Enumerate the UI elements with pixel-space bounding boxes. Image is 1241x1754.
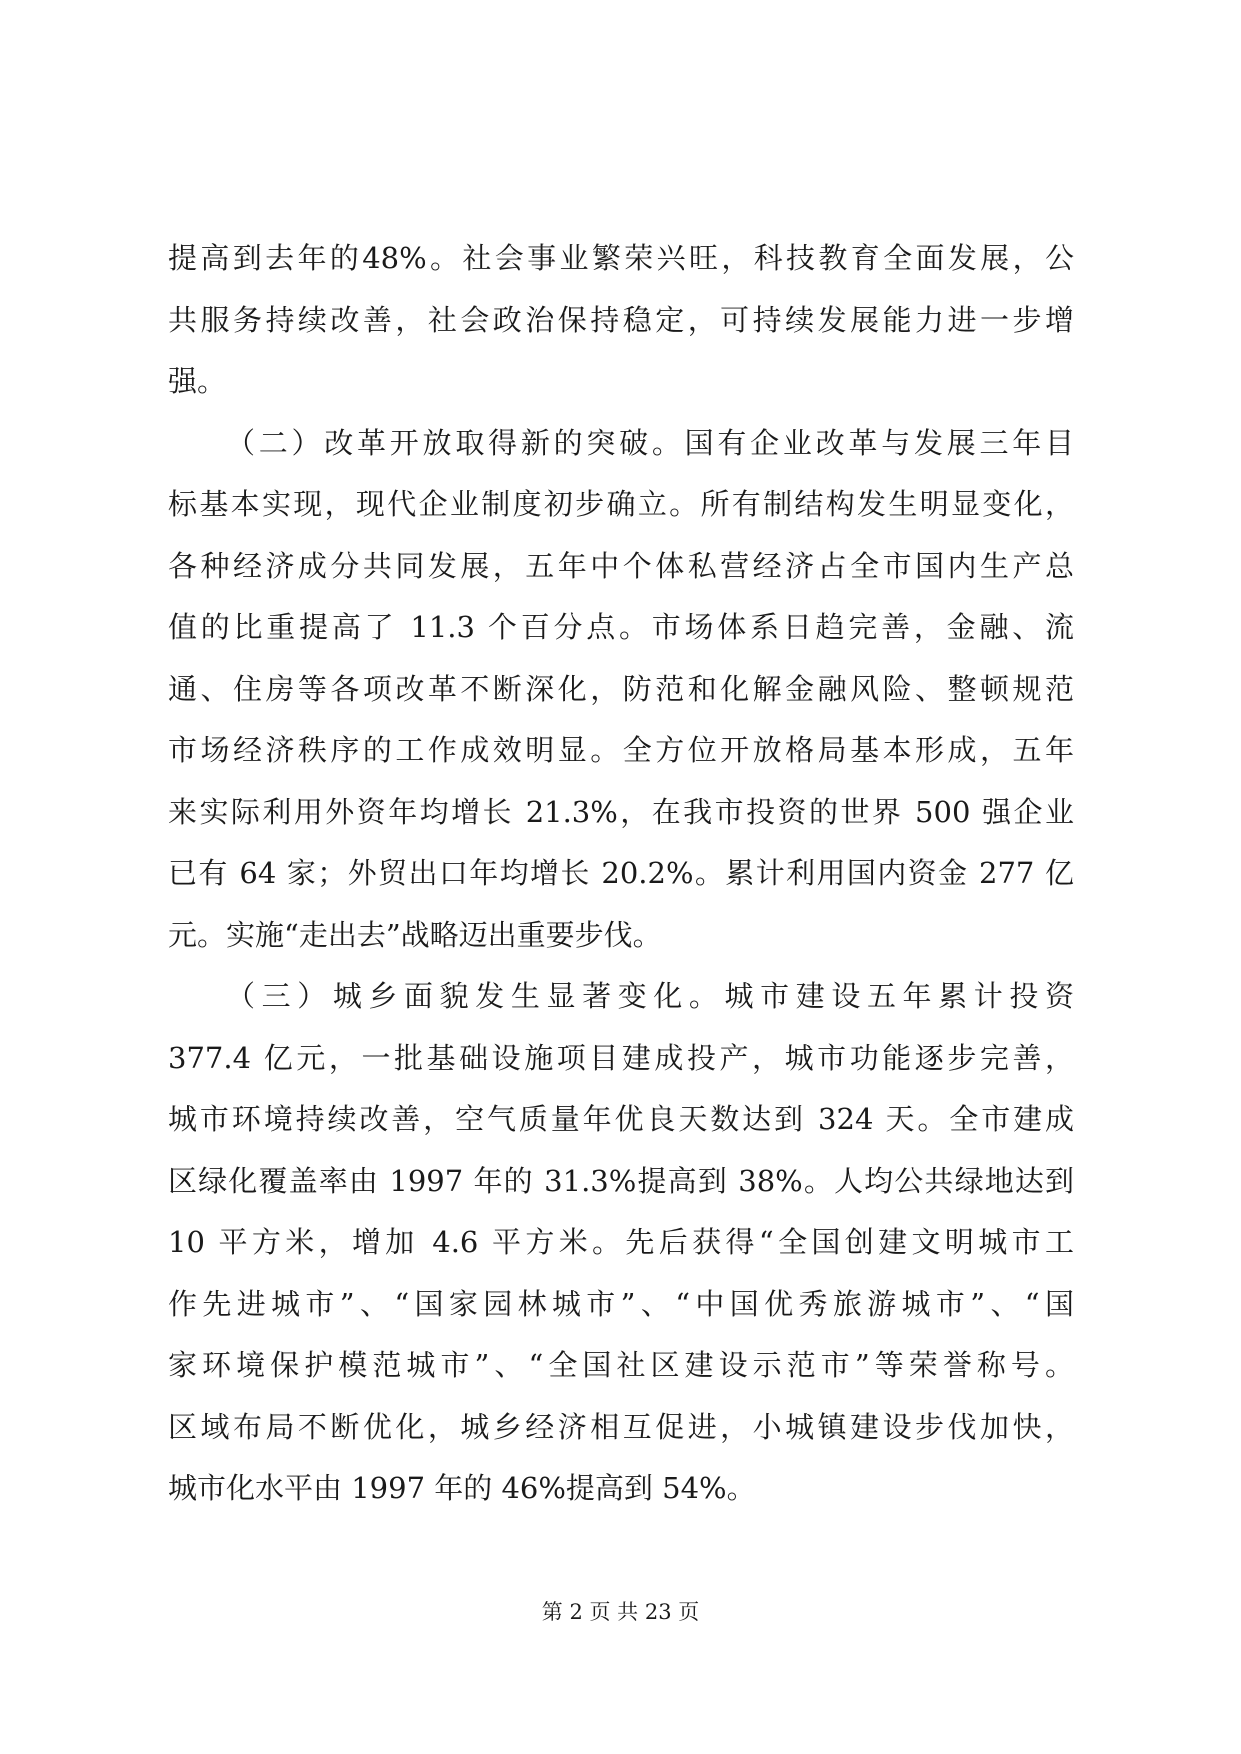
text-line: 通、住房等各项改革不断深化，防范和化解金融风险、整顿规范 — [168, 671, 1074, 706]
text-line: 元。实施“走出去”战略迈出重要步伐。 — [168, 917, 662, 952]
text-line: （二）改革开放取得新的突破。国有企业改革与发展三年目 — [226, 425, 1074, 460]
text-line: 区绿化覆盖率由 1997 年的 31.3%提高到 38%。人均公共绿地达到 — [168, 1163, 1074, 1198]
text-line: 提高到去年的48%。社会事业繁荣兴旺，科技教育全面发展，公 — [168, 241, 1074, 275]
text-line: 城市化水平由 1997 年的 46%提高到 54%。 — [168, 1471, 756, 1505]
text-line: 作先进城市”、“国家园林城市”、“中国优秀旅游城市”、“国 — [168, 1286, 1074, 1321]
text-line: 区域布局不断优化，城乡经济相互促进，小城镇建设步伐加快， — [168, 1409, 1074, 1444]
text-line: 10 平方米，增加 4.6 平方米。先后获得“全国创建文明城市工 — [168, 1225, 1074, 1259]
text-line: 值的比重提高了 11.3 个百分点。市场体系日趋完善，金融、流 — [168, 610, 1074, 644]
text-line: 家环境保护模范城市”、“全国社区建设示范市”等荣誉称号。 — [168, 1348, 1074, 1382]
text-line: 市场经济秩序的工作成效明显。全方位开放格局基本形成，五年 — [168, 733, 1074, 767]
text-line: 强。 — [168, 364, 227, 398]
text-line: 标基本实现，现代企业制度初步确立。所有制结构发生明显变化， — [168, 487, 1074, 521]
body-text — [168, 228, 1074, 1520]
text-line: 各种经济成分共同发展，五年中个体私营经济占全市国内生产总 — [168, 548, 1074, 583]
text-line: （三）城乡面貌发生显著变化。城市建设五年累计投资 — [226, 979, 1074, 1013]
page-footer: 第 2 页 共 23 页 — [541, 1600, 700, 1624]
text-line: 来实际利用外资年均增长 21.3%，在我市投资的世界 500 强企业 — [168, 794, 1074, 829]
text-line: 377.4 亿元，一批基础设施项目建成投产，城市功能逐步完善， — [168, 1040, 1074, 1075]
text-line: 已有 64 家；外贸出口年均增长 20.2%。累计利用国内资金 277 亿 — [168, 856, 1074, 890]
text-line: 共服务持续改善，社会政治保持稳定，可持续发展能力进一步增 — [168, 302, 1074, 337]
text-line: 城市环境持续改善，空气质量年优良天数达到 324 天。全市建成 — [168, 1102, 1074, 1136]
